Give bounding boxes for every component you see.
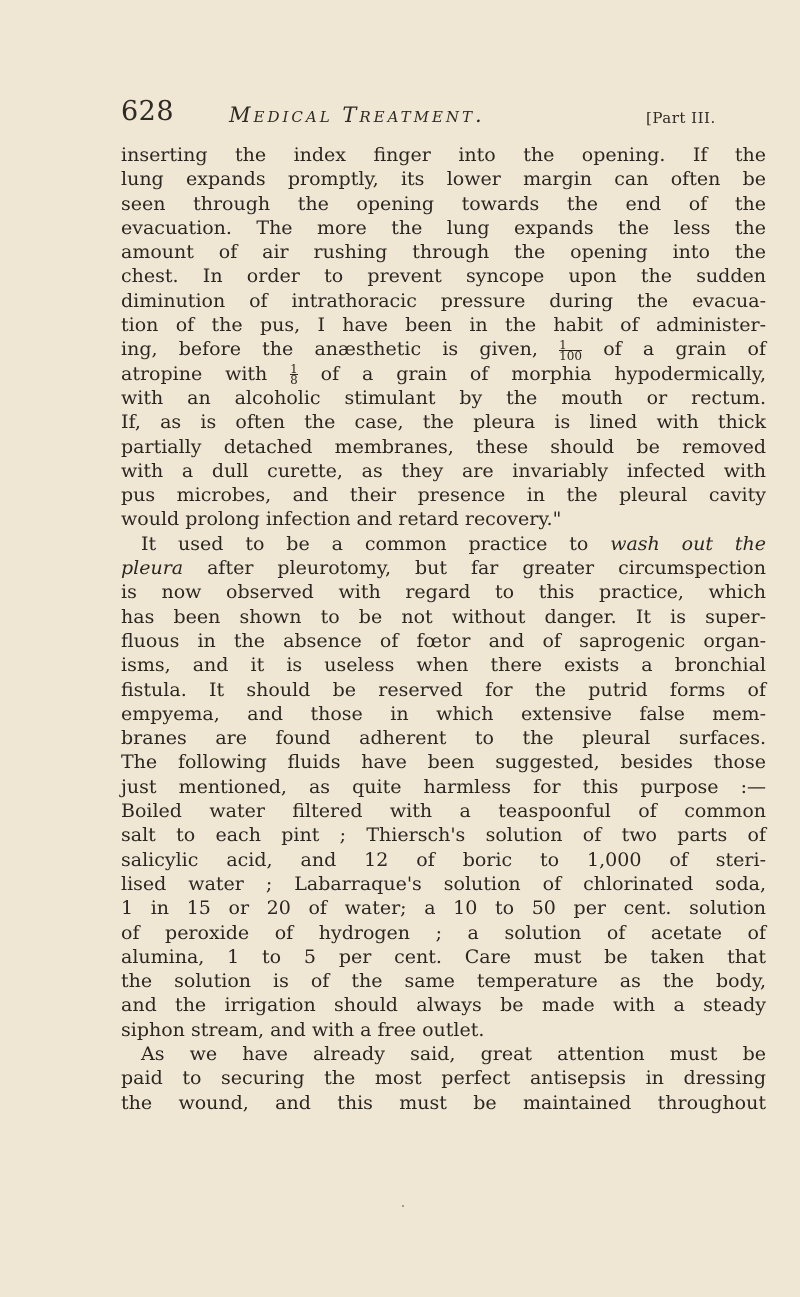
part-label: [Part III.	[646, 109, 716, 127]
text-line: fluous in the absence of fœtor and of saprogenic organ-	[121, 629, 766, 652]
text-segment: after pleurotomy, but far greater circumspection	[207, 557, 766, 580]
text-line: branes are found adherent to the pleural surfaces.	[121, 727, 766, 750]
text-line: Boiled water filtered with a teaspoonful of common	[121, 800, 766, 823]
text-line	[121, 362, 766, 386]
text-line: with an alcoholic stimulant by the mouth or rectum.	[121, 386, 766, 409]
text-line: empyema, and those in which extensive false mem-	[121, 702, 766, 725]
text-line: and the irrigation should always be made with a steady	[121, 994, 766, 1017]
text-line: If, as is often the case, the pleura is lined with thick	[121, 411, 766, 434]
text-line	[121, 337, 766, 361]
text-line: tion of the pus, I have been in the habit of administer-	[121, 314, 766, 337]
text-line: evacuation. The more the lung expands the less the	[121, 216, 766, 239]
fraction-denominator: 100	[559, 348, 582, 363]
text-line: the wound, and this must be maintained throughout	[121, 1091, 766, 1114]
text-line: the solution is of the same temperature as the body,	[121, 970, 766, 993]
text-line: As we have already said, great attention must be	[141, 1042, 766, 1065]
body-text	[121, 143, 766, 1115]
fraction-numerator: 1	[290, 362, 298, 377]
fraction-denominator: 8	[290, 373, 298, 388]
text-line: of peroxide of hydrogen ; a solution of acetate of	[121, 921, 766, 944]
text-line	[121, 532, 766, 556]
text-line: lised water ; Labarraque's solution of chlorinated soda,	[121, 872, 766, 895]
text-line: with a dull curette, as they are invariably infected with	[121, 459, 766, 482]
paragraph-1	[121, 143, 766, 532]
text-line: pus microbes, and their presence in the pleural cavity	[121, 484, 766, 507]
text-line: 1 in 15 or 20 of water; a 10 to 50 per cent. solution	[121, 897, 766, 920]
text-line: inserting the index finger into the opening. If the	[121, 144, 766, 166]
text-segment: of a grain of	[603, 338, 766, 361]
text-line: is now observed with regard to this practice, which	[121, 581, 766, 604]
text-line: fistula. It should be reserved for the putrid forms of	[121, 678, 766, 701]
italic-segment: pleura	[121, 557, 184, 580]
italic-segment: wash out the	[610, 532, 767, 555]
text-segment: atropine with	[121, 362, 268, 385]
text-line: The following fluids have been suggested, besides those	[121, 751, 766, 774]
text-line: lung expands promptly, its lower margin can often be	[121, 168, 766, 191]
text-line: paid to securing the most perfect antisepsis in dressing	[121, 1067, 766, 1090]
text-segment: ing, before the anæsthetic is given,	[121, 338, 538, 361]
paper-speck	[402, 1205, 404, 1207]
paragraph-2	[121, 532, 766, 1042]
running-head: Medical Treatment.	[229, 103, 485, 127]
paragraph-3	[121, 1042, 766, 1115]
text-line: alumina, 1 to 5 per cent. Care must be taken that	[121, 945, 766, 968]
text-line: would prolong infection and retard recovery."	[121, 508, 562, 531]
fraction-numerator: 1	[559, 340, 582, 351]
text-segment: of a grain of morphia hypodermically,	[320, 362, 766, 385]
text-line: amount of air rushing through the opening into the	[121, 241, 766, 264]
page-number: 628	[121, 96, 175, 127]
page-header	[121, 96, 761, 136]
text-line: just mentioned, as quite harmless for this purpose :—	[121, 775, 766, 798]
fraction	[559, 337, 582, 363]
text-line: diminution of intrathoracic pressure during the evacua-	[121, 289, 766, 312]
text-line: seen through the opening towards the end of the	[121, 192, 766, 215]
text-line: chest. In order to prevent syncope upon the sudden	[121, 265, 766, 288]
fraction	[290, 362, 298, 388]
text-line: partially detached membranes, these should be removed	[121, 435, 766, 458]
text-line: salicylic acid, and 12 of boric to 1,000 of steri-	[121, 848, 766, 871]
text-line: siphon stream, and with a free outlet.	[121, 1018, 485, 1041]
text-segment: It used to be a common practice to	[141, 532, 589, 555]
text-line	[121, 556, 766, 580]
text-line: has been shown to be not without danger. It is super-	[121, 605, 766, 628]
text-line: salt to each pint ; Thiersch's solution of two parts of	[121, 824, 766, 847]
text-line: isms, and it is useless when there exists a bronchial	[121, 654, 766, 677]
